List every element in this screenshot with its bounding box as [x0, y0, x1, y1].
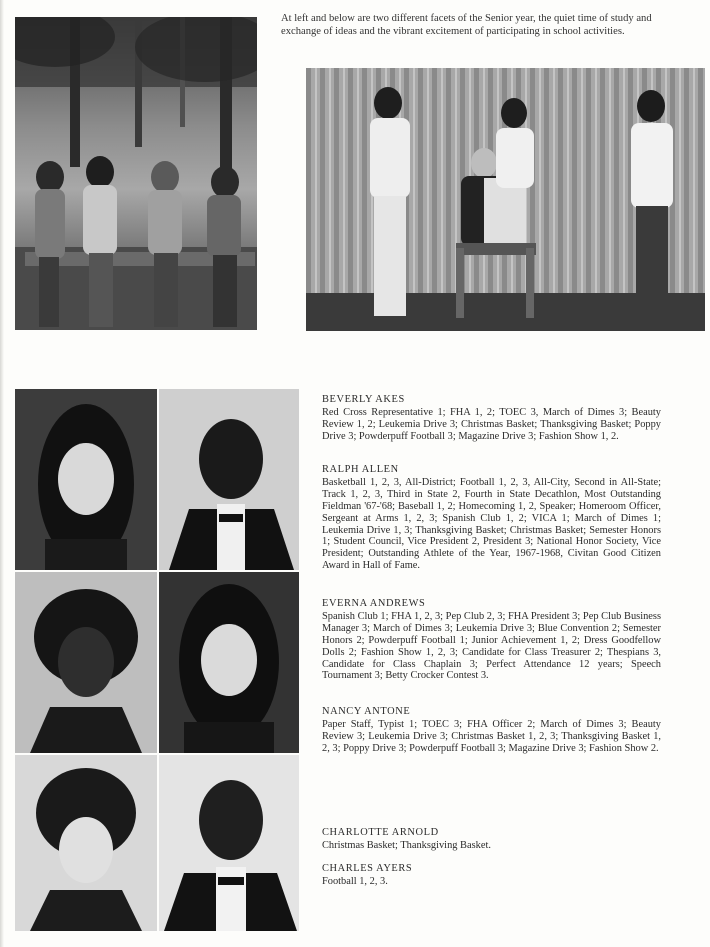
senior-name: BEVERLY AKES — [322, 394, 405, 405]
photo-students-studying-outdoors — [15, 17, 257, 330]
senior-activities: Basketball 1, 2, 3, All-District; Football 1, 2, 3, All-City, Second in All-State; Track 1, 2, 3, Third in State 2, Fourth in State Decathlon, Most Outstanding Fieldman '67-'68; Baseball 1, 2; Homecoming 1, 2, Speaker; Homeroom Officer, Sergeant at Arms 1, 2, 3; Spanish Club 1, 2; VICA 1; March of Dimes 1; Leukemia Drive 1, 3; Thanksgiving Basket; Christmas Basket; Semester Honors 1; Student Council, Vice President 2, President 3; National Honor Society, Vice President; Outstanding Athlete of the Year, 1967-1968, Civitan Good Citizen Award in Hall of Fame. — [322, 476, 661, 572]
portrait-charles-ayers — [159, 755, 299, 931]
bio-ralph-allen — [322, 464, 661, 572]
senior-name: RALPH ALLEN — [322, 464, 399, 475]
bio-charlotte-arnold — [322, 827, 661, 852]
senior-activities: Football 1, 2, 3. — [322, 875, 388, 887]
senior-name: NANCY ANTONE — [322, 706, 411, 717]
portrait-nancy-antone — [159, 572, 299, 753]
senior-activities: Paper Staff, Typist 1; TOEC 3; FHA Officer 2; March of Dimes 3; Beauty Review 3; Leukemia Drive 3; Christmas Basket 1, 2, 3; Thanksgiving Basket 1, 2, 3; Poppy Drive 3; Powderpuff Football 3; Magazine Drive 3; Fashion Show 2. — [322, 718, 661, 754]
portrait-beverly-akes — [15, 389, 157, 570]
bio-beverly-akes — [322, 394, 661, 443]
senior-activities: Christmas Basket; Thanksgiving Basket. — [322, 839, 491, 851]
portrait-ralph-allen — [159, 389, 299, 570]
caption-text: At left and below are two different facets of the Senior year, the quiet time of study and exchange of ideas and the vibrant excitement of participating in school activities. — [281, 13, 652, 37]
page-scan-edge — [0, 0, 4, 947]
bio-charles-ayers — [322, 863, 661, 888]
senior-activities: Red Cross Representative 1; FHA 1, 2; TOEC 3, March of Dimes 3; Beauty Review 1, 2; Leukemia Drive 3; Christmas Basket; Thanksgiving Basket; Poppy Drive 3; Powderpuff Football 3; Magazine Drive 3; Fashion Show 1, 2. — [322, 406, 661, 442]
bio-nancy-antone — [322, 706, 661, 755]
bio-everna-andrews — [322, 598, 661, 682]
portrait-charlotte-arnold — [15, 755, 157, 931]
senior-name: EVERNA ANDREWS — [322, 598, 426, 609]
senior-activities: Spanish Club 1; FHA 1, 2, 3; Pep Club 2, 3; FHA President 3; Pep Club Business Manager 3; March of Dimes 3; Leukemia Drive 3; Blue Convention 2; Semester Honors 2; Powderpuff Football 1; Junior Achievement 1, 2; Dress Goodfellow Dolls 2; Fashion Show 1, 2, 3; Candidate for Class Treasurer 2; Thespians 3, Candidate for Class Chaplain 3; Perfect Attendance 12 years; Speech Tournament 3; Betty Crocker Contest 3. — [322, 610, 661, 682]
photo-stage-skit — [306, 68, 705, 331]
senior-name: CHARLES AYERS — [322, 863, 413, 874]
portrait-everna-andrews — [15, 572, 157, 753]
senior-name: CHARLOTTE ARNOLD — [322, 827, 439, 838]
